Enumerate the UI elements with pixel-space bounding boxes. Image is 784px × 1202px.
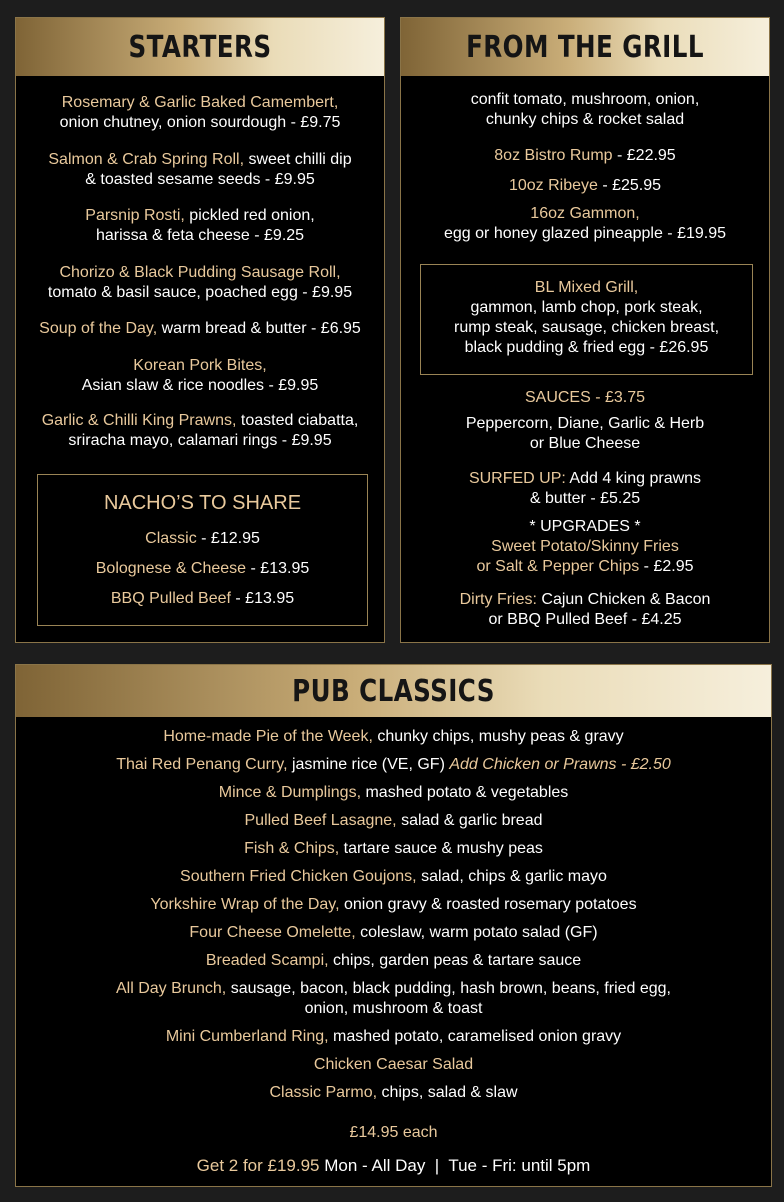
classic-item: Chicken Caesar Salad — [313, 1056, 474, 1073]
nacho-item-3: BBQ Pulled Beef - £13.95 — [110, 590, 295, 607]
nachos-title: NACHO’S TO SHARE — [103, 492, 302, 514]
grill-sauces: SAUCES - £3.75 Peppercorn, Diane, Garlic & Herb or Blue Cheese — [465, 389, 705, 452]
grill-rump: 8oz Bistro Rump - £22.95 — [494, 147, 676, 164]
starter-item-5: Soup of the Day, warm bread & butter - £6.95 — [39, 320, 361, 337]
grill-dirty-fries: Dirty Fries: Cajun Chicken & Bacon or BBQ Pulled Beef - £4.25 — [459, 591, 711, 628]
classic-item: Pulled Beef Lasagne, salad & garlic bread — [244, 812, 543, 829]
grill-intro: confit tomato, mushroom, onion, chunky chips & rocket salad — [470, 91, 700, 128]
classic-item: All Day Brunch, sausage, bacon, black pudding, hash brown, beans, fried egg, onion, mushroom & toast — [115, 980, 671, 1017]
classics-deal: Get 2 for £19.95 Mon - All Day | Tue - Fri: until 5pm — [196, 1156, 591, 1175]
starters-panel — [15, 17, 385, 643]
grill-surfed-up: SURFED UP: Add 4 king prawns & butter - £5.25 — [468, 470, 702, 507]
classic-item: Four Cheese Omelette, coleslaw, warm potato salad (GF) — [189, 924, 598, 941]
mixed-grill-box: BL Mixed Grill, gammon, lamb chop, pork steak, rump steak, sausage, chicken breast, black pudding & fried egg - £26.95 — [420, 264, 753, 375]
classic-item: Fish & Chips, tartare sauce & mushy peas — [244, 840, 543, 857]
classic-item: Mini Cumberland Ring, mashed potato, caramelised onion gravy — [165, 1028, 622, 1045]
starters-header — [16, 18, 384, 76]
nacho-item-2: Bolognese & Cheese - £13.95 — [95, 560, 310, 577]
classics-list — [16, 727, 771, 1111]
classics-title: PUB CLASSICS — [292, 673, 495, 709]
classic-item: Thai Red Penang Curry, jasmine rice (VE, GF) Add Chicken or Prawns - £2.50 — [116, 756, 671, 773]
grill-upgrades: * UPGRADES * Sweet Potato/Skinny Fries or Salt & Pepper Chips - £2.95 — [476, 518, 694, 575]
classic-item: Mince & Dumplings, mashed potato & vegetables — [218, 784, 569, 801]
starter-item-2: Salmon & Crab Spring Roll, sweet chilli dip & toasted sesame seeds - £9.95 — [48, 151, 352, 188]
nacho-item-1: Classic - £12.95 — [145, 530, 260, 547]
grill-panel — [400, 17, 770, 643]
starter-item-7: Garlic & Chilli King Prawns, toasted ciabatta, sriracha mayo, calamari rings - £9.95 — [41, 412, 359, 449]
starters-title: STARTERS — [128, 29, 272, 65]
starter-item-3: Parsnip Rosti, pickled red onion, harissa & feta cheese - £9.25 — [85, 207, 315, 244]
starter-item-4: Chorizo & Black Pudding Sausage Roll, tomato & basil sauce, poached egg - £9.95 — [47, 264, 353, 301]
classic-item: Southern Fried Chicken Goujons, salad, chips & garlic mayo — [180, 868, 607, 885]
grill-header — [401, 18, 769, 76]
starter-item-6: Korean Pork Bites, Asian slaw & rice noodles - £9.95 — [81, 357, 319, 394]
starter-item-1: Rosemary & Garlic Baked Camembert, onion chutney, onion sourdough - £9.75 — [59, 94, 341, 131]
classic-item: Classic Parmo, chips, salad & slaw — [269, 1084, 518, 1101]
classic-item: Breaded Scampi, chips, garden peas & tartare sauce — [205, 952, 582, 969]
grill-title: FROM THE GRILL — [466, 29, 704, 65]
classics-header — [16, 665, 771, 717]
grill-gammon: 16oz Gammon, egg or honey glazed pineapple - £19.95 — [444, 205, 726, 242]
classic-item: Home-made Pie of the Week, chunky chips, mushy peas & gravy — [163, 728, 624, 745]
nachos-box — [37, 474, 368, 626]
grill-ribeye: 10oz Ribeye - £25.95 — [508, 177, 662, 194]
classics-panel — [15, 664, 772, 1187]
classics-each-price: £14.95 each — [349, 1124, 438, 1141]
classic-item: Yorkshire Wrap of the Day, onion gravy & roasted rosemary potatoes — [150, 896, 637, 913]
